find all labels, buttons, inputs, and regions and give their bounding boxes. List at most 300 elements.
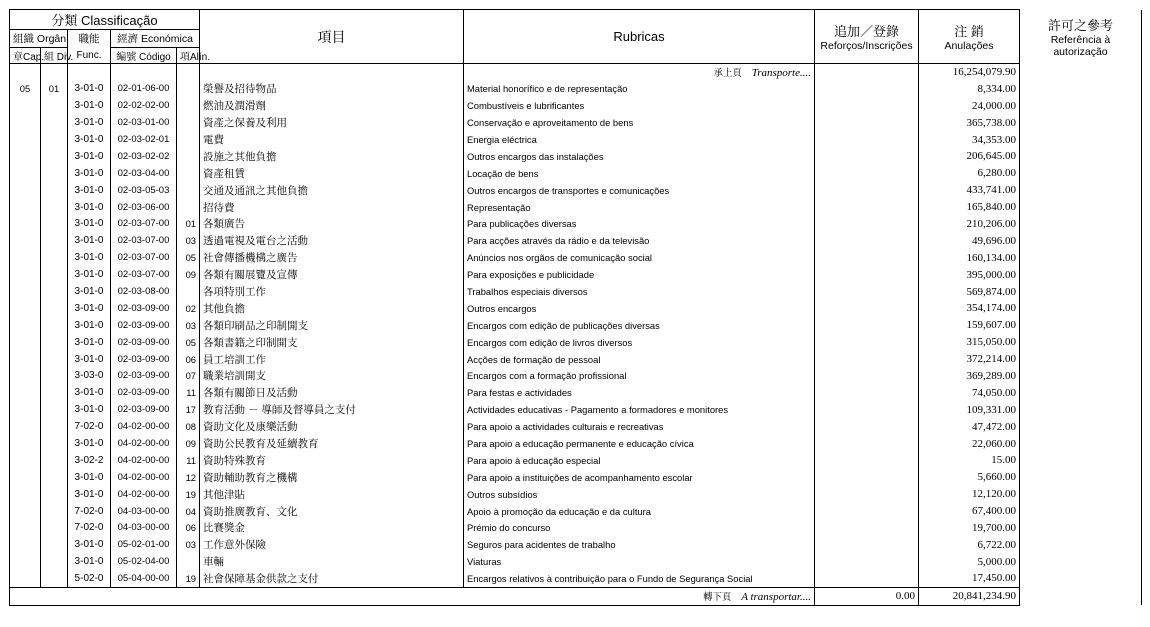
divisao-header-zh: 組 bbox=[44, 52, 54, 63]
capitulo-cell bbox=[10, 401, 41, 418]
item-cell: 榮譽及招待物品 bbox=[200, 80, 464, 97]
capitulo-cell bbox=[10, 114, 41, 131]
referencia-cell bbox=[1020, 384, 1142, 401]
divisao-cell bbox=[41, 401, 68, 418]
item-cell: 各項特別工作 bbox=[200, 283, 464, 300]
anulacao-cell: 74,050.00 bbox=[919, 384, 1020, 401]
referencia-cell bbox=[1020, 334, 1142, 351]
codigo-cell: 02-03-05-03 bbox=[111, 182, 177, 199]
divisao-header bbox=[41, 48, 74, 64]
codigo-cell: 04-03-00-00 bbox=[111, 520, 177, 537]
codigo-cell: 04-02-00-00 bbox=[111, 435, 177, 452]
funcional-cell: 3-01-0 bbox=[68, 131, 111, 148]
organica-header: 組織 Orgân. bbox=[10, 30, 68, 48]
referencia-cell bbox=[1020, 80, 1142, 97]
codigo-cell: 02-03-09-00 bbox=[111, 368, 177, 385]
alinea-cell: 05 bbox=[177, 334, 200, 351]
alinea-cell: 06 bbox=[177, 351, 200, 368]
anulacao-cell: 15.00 bbox=[919, 452, 1020, 469]
rubrica-cell: Para publicações diversas bbox=[464, 216, 815, 233]
codigo-cell: 04-02-00-00 bbox=[111, 469, 177, 486]
codigo-cell: 04-02-00-00 bbox=[111, 418, 177, 435]
rubrica-cell: Para apoio a actividades culturais e recreativas bbox=[464, 418, 815, 435]
economica-header: 經濟 Económica bbox=[111, 30, 200, 48]
rubrica-cell: Outros subsídios bbox=[464, 486, 815, 503]
reforcos-cell bbox=[815, 165, 919, 182]
divisao-cell bbox=[41, 216, 68, 233]
item-cell: 各類有關展覽及宣傳 bbox=[200, 266, 464, 283]
divisao-cell bbox=[41, 97, 68, 114]
reforcos-cell bbox=[815, 452, 919, 469]
item-cell: 社會保障基金供款之支付 bbox=[200, 570, 464, 587]
alinea-cell bbox=[177, 283, 200, 300]
funcional-cell: 3-01-0 bbox=[68, 435, 111, 452]
transporte-label bbox=[464, 64, 815, 81]
anulacao-cell: 6,722.00 bbox=[919, 536, 1020, 553]
table-row bbox=[10, 148, 1142, 165]
anulacoes-header-zh: 注 銷 bbox=[954, 24, 984, 39]
codigo-cell: 02-03-09-00 bbox=[111, 317, 177, 334]
divisao-cell bbox=[41, 283, 68, 300]
rubrica-cell: Encargos relativos à contribuição para o Fundo de Segurança Social bbox=[464, 570, 815, 587]
funcional-cell: 3-01-0 bbox=[68, 165, 111, 182]
rubrica-cell: Representação bbox=[464, 199, 815, 216]
table-row bbox=[10, 182, 1142, 199]
divisao-cell bbox=[41, 435, 68, 452]
anulacao-cell: 67,400.00 bbox=[919, 503, 1020, 520]
reforcos-cell bbox=[815, 384, 919, 401]
rubrica-cell: Anúncios nos orgãos de comunicação social bbox=[464, 249, 815, 266]
a-transportar-anulacoes: 20,841,234.90 bbox=[919, 587, 1020, 605]
funcional-cell: 3-01-0 bbox=[68, 114, 111, 131]
alinea-cell: 04 bbox=[177, 503, 200, 520]
divisao-cell bbox=[41, 570, 68, 587]
rubrica-cell: Para apoio a educação permanente e educação cívica bbox=[464, 435, 815, 452]
rubrica-cell: Para apoio à educação especial bbox=[464, 452, 815, 469]
funcional-cell: 3-01-0 bbox=[68, 216, 111, 233]
anulacao-cell: 12,120.00 bbox=[919, 486, 1020, 503]
funcional-cell: 3-01-0 bbox=[68, 334, 111, 351]
a-transportar-label bbox=[10, 587, 815, 605]
codigo-cell: 04-02-00-00 bbox=[111, 452, 177, 469]
item-cell: 各類書籍之印制開支 bbox=[200, 334, 464, 351]
capitulo-cell bbox=[10, 165, 41, 182]
anulacoes-header-pt: Anulações bbox=[944, 40, 994, 52]
table-row bbox=[10, 249, 1142, 266]
rubrica-cell: Acções de formação de pessoal bbox=[464, 351, 815, 368]
referencia-cell bbox=[1020, 97, 1142, 114]
divisao-cell bbox=[41, 384, 68, 401]
codigo-cell: 02-03-02-02 bbox=[111, 148, 177, 165]
capitulo-cell bbox=[10, 334, 41, 351]
codigo-cell: 02-03-07-00 bbox=[111, 266, 177, 283]
referencia-cell bbox=[1020, 520, 1142, 537]
capitulo-cell: 05 bbox=[10, 80, 41, 97]
reforcos-cell bbox=[815, 401, 919, 418]
divisao-cell bbox=[41, 182, 68, 199]
reforcos-cell bbox=[815, 114, 919, 131]
codigo-cell: 02-03-01-00 bbox=[111, 114, 177, 131]
alinea-cell bbox=[177, 553, 200, 570]
a-transportar-row bbox=[10, 587, 1142, 605]
divisao-cell bbox=[41, 368, 68, 385]
rubrica-cell: Para exposições e publicidade bbox=[464, 266, 815, 283]
alinea-cell bbox=[177, 148, 200, 165]
capitulo-cell bbox=[10, 486, 41, 503]
anulacao-cell: 34,353.00 bbox=[919, 131, 1020, 148]
anulacao-cell: 22,060.00 bbox=[919, 435, 1020, 452]
anulacao-cell: 6,280.00 bbox=[919, 165, 1020, 182]
reforcos-cell bbox=[815, 435, 919, 452]
transporte-pt: Transporte.... bbox=[751, 67, 811, 80]
reforcos-cell bbox=[815, 232, 919, 249]
anulacao-cell: 365,738.00 bbox=[919, 114, 1020, 131]
referencia-cell bbox=[1020, 351, 1142, 368]
table-row bbox=[10, 351, 1142, 368]
referencia-cell bbox=[1020, 199, 1142, 216]
alinea-cell: 09 bbox=[177, 435, 200, 452]
table-row bbox=[10, 520, 1142, 537]
table-row bbox=[10, 469, 1142, 486]
rubrica-cell: Seguros para acidentes de trabalho bbox=[464, 536, 815, 553]
referencia-header bbox=[1020, 10, 1142, 64]
codigo-cell: 02-03-09-00 bbox=[111, 384, 177, 401]
capitulo-cell bbox=[10, 148, 41, 165]
item-cell: 員工培訓工作 bbox=[200, 351, 464, 368]
reforcos-cell bbox=[815, 334, 919, 351]
reforcos-cell bbox=[815, 131, 919, 148]
capitulo-cell bbox=[10, 232, 41, 249]
codigo-cell: 02-02-02-00 bbox=[111, 97, 177, 114]
codigo-cell: 02-03-09-00 bbox=[111, 401, 177, 418]
capitulo-cell bbox=[10, 199, 41, 216]
funcional-cell: 3-01-0 bbox=[68, 469, 111, 486]
funcional-cell: 3-03-0 bbox=[68, 368, 111, 385]
rubricas-header: Rubricas bbox=[464, 10, 815, 64]
rubrica-cell: Energia eléctrica bbox=[464, 131, 815, 148]
item-cell: 資助推廣教育、文化 bbox=[200, 503, 464, 520]
rubrica-cell: Trabalhos especiais diversos bbox=[464, 283, 815, 300]
funcional-cell: 3-02-2 bbox=[68, 452, 111, 469]
anulacao-cell: 210,206.00 bbox=[919, 216, 1020, 233]
reforcos-cell bbox=[815, 266, 919, 283]
anulacao-cell: 395,000.00 bbox=[919, 266, 1020, 283]
reforcos-cell bbox=[815, 249, 919, 266]
referencia-cell bbox=[1020, 401, 1142, 418]
referencia-header-pt2: autorização bbox=[1053, 46, 1108, 58]
anulacao-cell: 569,874.00 bbox=[919, 283, 1020, 300]
item-cell: 其他負擔 bbox=[200, 300, 464, 317]
reforcos-cell bbox=[815, 80, 919, 97]
codigo-cell: 05-04-00-00 bbox=[111, 570, 177, 587]
table-row bbox=[10, 452, 1142, 469]
reforcos-cell bbox=[815, 182, 919, 199]
funcional-cell: 3-01-0 bbox=[68, 317, 111, 334]
capitulo-cell bbox=[10, 182, 41, 199]
item-cell: 交通及通訊之其他負擔 bbox=[200, 182, 464, 199]
reforcos-cell bbox=[815, 283, 919, 300]
funcional-cell: 3-01-0 bbox=[68, 182, 111, 199]
table-row bbox=[10, 131, 1142, 148]
item-cell: 電費 bbox=[200, 131, 464, 148]
divisao-cell bbox=[41, 199, 68, 216]
divisao-cell bbox=[41, 317, 68, 334]
reforcos-cell bbox=[815, 486, 919, 503]
anulacao-cell: 206,645.00 bbox=[919, 148, 1020, 165]
codigo-cell: 02-03-09-00 bbox=[111, 334, 177, 351]
codigo-header: 編號 Código bbox=[111, 48, 177, 64]
anulacao-cell: 8,334.00 bbox=[919, 80, 1020, 97]
reforcos-cell bbox=[815, 351, 919, 368]
funcional-cell: 3-01-0 bbox=[68, 553, 111, 570]
anulacao-cell: 5,660.00 bbox=[919, 469, 1020, 486]
table-row bbox=[10, 97, 1142, 114]
divisao-cell bbox=[41, 114, 68, 131]
rubrica-cell: Apoio à promoção da educação e da cultura bbox=[464, 503, 815, 520]
referencia-cell bbox=[1020, 283, 1142, 300]
reforcos-cell bbox=[815, 418, 919, 435]
divisao-cell bbox=[41, 469, 68, 486]
capitulo-cell bbox=[10, 317, 41, 334]
anulacao-cell: 160,134.00 bbox=[919, 249, 1020, 266]
item-cell: 資產租賃 bbox=[200, 165, 464, 182]
alinea-cell bbox=[177, 199, 200, 216]
rubrica-cell: Outros encargos de transportes e comunicações bbox=[464, 182, 815, 199]
budget-table bbox=[9, 9, 1142, 606]
capitulo-cell bbox=[10, 553, 41, 570]
referencia-cell bbox=[1020, 249, 1142, 266]
codigo-cell: 02-03-02-01 bbox=[111, 131, 177, 148]
alinea-cell: 09 bbox=[177, 266, 200, 283]
item-cell: 資產之保養及利用 bbox=[200, 114, 464, 131]
funcional-cell: 7-02-0 bbox=[68, 520, 111, 537]
anulacao-cell: 24,000.00 bbox=[919, 97, 1020, 114]
alinea-cell: 19 bbox=[177, 486, 200, 503]
divisao-cell bbox=[41, 452, 68, 469]
reforcos-cell bbox=[815, 520, 919, 537]
anulacao-cell: 159,607.00 bbox=[919, 317, 1020, 334]
capitulo-cell bbox=[10, 266, 41, 283]
table-row bbox=[10, 486, 1142, 503]
item-cell: 職業培訓開支 bbox=[200, 368, 464, 385]
rubrica-cell: Conservação e aproveitamento de bens bbox=[464, 114, 815, 131]
item-cell: 資助公民教育及延續教育 bbox=[200, 435, 464, 452]
referencia-cell bbox=[1020, 503, 1142, 520]
anulacao-cell: 17,450.00 bbox=[919, 570, 1020, 587]
divisao-cell bbox=[41, 266, 68, 283]
reforcos-header-pt: Reforços/Inscrições bbox=[820, 40, 913, 52]
alinea-cell: 02 bbox=[177, 300, 200, 317]
itens-header: 項目 bbox=[200, 10, 464, 64]
codigo-cell: 02-03-08-00 bbox=[111, 283, 177, 300]
anulacao-cell: 315,050.00 bbox=[919, 334, 1020, 351]
codigo-cell: 02-03-09-00 bbox=[111, 300, 177, 317]
funcional-cell: 3-01-0 bbox=[68, 199, 111, 216]
item-cell: 各類廣告 bbox=[200, 216, 464, 233]
alinea-cell: 03 bbox=[177, 536, 200, 553]
reforcos-cell bbox=[815, 368, 919, 385]
capitulo-cell bbox=[10, 131, 41, 148]
codigo-cell: 02-03-09-00 bbox=[111, 351, 177, 368]
referencia-header-pt1: Referência à bbox=[1050, 34, 1111, 46]
codigo-cell: 02-03-06-00 bbox=[111, 199, 177, 216]
referencia-cell bbox=[1020, 317, 1142, 334]
reforcos-cell bbox=[815, 216, 919, 233]
codigo-cell: 05-02-04-00 bbox=[111, 553, 177, 570]
item-cell: 資助特殊教育 bbox=[200, 452, 464, 469]
funcional-cell: 7-02-0 bbox=[68, 418, 111, 435]
alinea-cell: 19 bbox=[177, 570, 200, 587]
codigo-cell: 05-02-01-00 bbox=[111, 536, 177, 553]
item-cell: 燃油及潤滑劑 bbox=[200, 97, 464, 114]
referencia-cell bbox=[1020, 452, 1142, 469]
anulacao-cell: 47,472.00 bbox=[919, 418, 1020, 435]
capitulo-cell bbox=[10, 418, 41, 435]
rubrica-cell: Outros encargos das instalações bbox=[464, 148, 815, 165]
codigo-cell: 04-02-00-00 bbox=[111, 486, 177, 503]
codigo-cell: 02-03-07-00 bbox=[111, 249, 177, 266]
reforcos-cell bbox=[815, 148, 919, 165]
capitulo-cell bbox=[10, 452, 41, 469]
funcional-cell: 3-01-0 bbox=[68, 80, 111, 97]
anulacao-cell: 433,741.00 bbox=[919, 182, 1020, 199]
capitulo-cell bbox=[10, 503, 41, 520]
funcional-header-zh: 職能 bbox=[68, 30, 111, 48]
referencia-cell bbox=[1020, 486, 1142, 503]
table-row bbox=[10, 536, 1142, 553]
anulacao-cell: 19,700.00 bbox=[919, 520, 1020, 537]
referencia-cell bbox=[1020, 148, 1142, 165]
divisao-cell bbox=[41, 503, 68, 520]
capitulo-cell bbox=[10, 520, 41, 537]
table-row bbox=[10, 435, 1142, 452]
budget-sheet bbox=[9, 9, 1141, 613]
alinea-cell: 03 bbox=[177, 317, 200, 334]
table-row bbox=[10, 199, 1142, 216]
funcional-cell: 3-01-0 bbox=[68, 266, 111, 283]
alinea-cell bbox=[177, 97, 200, 114]
item-cell: 設施之其他負擔 bbox=[200, 148, 464, 165]
table-row bbox=[10, 418, 1142, 435]
table-row bbox=[10, 232, 1142, 249]
capitulo-cell bbox=[10, 283, 41, 300]
anulacoes-header bbox=[919, 10, 1020, 64]
divisao-cell bbox=[41, 553, 68, 570]
table-row bbox=[10, 300, 1142, 317]
capitulo-cell bbox=[10, 249, 41, 266]
item-cell: 各類有關節日及活動 bbox=[200, 384, 464, 401]
referencia-cell bbox=[1020, 553, 1142, 570]
divisao-cell bbox=[41, 520, 68, 537]
alinea-cell bbox=[177, 182, 200, 199]
codigo-cell: 02-03-04-00 bbox=[111, 165, 177, 182]
table-row bbox=[10, 283, 1142, 300]
referencia-cell bbox=[1020, 216, 1142, 233]
funcional-cell: 5-02-0 bbox=[68, 570, 111, 587]
anulacao-cell: 372,214.00 bbox=[919, 351, 1020, 368]
referencia-cell bbox=[1020, 418, 1142, 435]
alinea-cell: 06 bbox=[177, 520, 200, 537]
item-cell: 車輛 bbox=[200, 553, 464, 570]
item-cell: 透過電視及電台之活動 bbox=[200, 232, 464, 249]
funcional-cell: 3-01-0 bbox=[68, 300, 111, 317]
alinea-cell: 07 bbox=[177, 368, 200, 385]
alinea-cell: 11 bbox=[177, 452, 200, 469]
funcional-cell: 3-01-0 bbox=[68, 486, 111, 503]
rubrica-cell: Viaturas bbox=[464, 553, 815, 570]
classificacao-header: 分類 Classificação bbox=[10, 10, 200, 30]
divisao-cell bbox=[41, 536, 68, 553]
table-row bbox=[10, 334, 1142, 351]
alinea-cell bbox=[177, 165, 200, 182]
table-row bbox=[10, 553, 1142, 570]
codigo-cell: 02-03-07-00 bbox=[111, 232, 177, 249]
table-row bbox=[10, 165, 1142, 182]
transporte-row bbox=[10, 64, 1142, 81]
a-transportar-zh: 轉下頁 bbox=[703, 591, 732, 603]
a-transportar-reforcos: 0.00 bbox=[815, 587, 919, 605]
referencia-cell bbox=[1020, 232, 1142, 249]
referencia-cell bbox=[1020, 300, 1142, 317]
codigo-cell: 02-03-07-00 bbox=[111, 216, 177, 233]
rubrica-cell: Para apoio a instituições de acompanhamento escolar bbox=[464, 469, 815, 486]
funcional-cell: 3-01-0 bbox=[68, 148, 111, 165]
alinea-cell: 17 bbox=[177, 401, 200, 418]
anulacao-cell: 109,331.00 bbox=[919, 401, 1020, 418]
alinea-cell bbox=[177, 131, 200, 148]
reforcos-cell bbox=[815, 469, 919, 486]
rubrica-cell: Combustíveis e lubrificantes bbox=[464, 97, 815, 114]
referencia-cell bbox=[1020, 266, 1142, 283]
table-row bbox=[10, 317, 1142, 334]
item-cell: 比賽獎金 bbox=[200, 520, 464, 537]
funcional-cell: 3-01-0 bbox=[68, 536, 111, 553]
rubrica-cell: Para festas e actividades bbox=[464, 384, 815, 401]
item-cell: 資助輔助教育之機構 bbox=[200, 469, 464, 486]
table-row bbox=[10, 384, 1142, 401]
divisao-cell bbox=[41, 486, 68, 503]
referencia-cell bbox=[1020, 536, 1142, 553]
table-row bbox=[10, 503, 1142, 520]
rubrica-cell: Locação de bens bbox=[464, 165, 815, 182]
referencia-cell bbox=[1020, 435, 1142, 452]
capitulo-cell bbox=[10, 570, 41, 587]
anulacao-cell: 354,174.00 bbox=[919, 300, 1020, 317]
item-cell: 其他津貼 bbox=[200, 486, 464, 503]
codigo-cell: 04-03-00-00 bbox=[111, 503, 177, 520]
capitulo-header: 章Cap. bbox=[10, 48, 41, 64]
rubrica-cell: Actividades educativas - Pagamento a formadores e monitores bbox=[464, 401, 815, 418]
item-cell: 各類印刷品之印制開支 bbox=[200, 317, 464, 334]
alinea-cell: 12 bbox=[177, 469, 200, 486]
alinea-cell: 11 bbox=[177, 384, 200, 401]
reforcos-cell bbox=[815, 317, 919, 334]
reforcos-cell bbox=[815, 97, 919, 114]
a-transportar-pt: A transportar.... bbox=[741, 591, 811, 604]
funcional-cell: 3-01-0 bbox=[68, 249, 111, 266]
reforcos-cell bbox=[815, 536, 919, 553]
referencia-cell bbox=[1020, 182, 1142, 199]
item-cell: 社會傳播機構之廣告 bbox=[200, 249, 464, 266]
divisao-cell bbox=[41, 165, 68, 182]
anulacao-cell: 165,840.00 bbox=[919, 199, 1020, 216]
divisao-cell bbox=[41, 300, 68, 317]
alinea-cell bbox=[177, 114, 200, 131]
rubrica-cell: Outros encargos bbox=[464, 300, 815, 317]
table-row bbox=[10, 114, 1142, 131]
reforcos-cell bbox=[815, 553, 919, 570]
capitulo-cell bbox=[10, 368, 41, 385]
